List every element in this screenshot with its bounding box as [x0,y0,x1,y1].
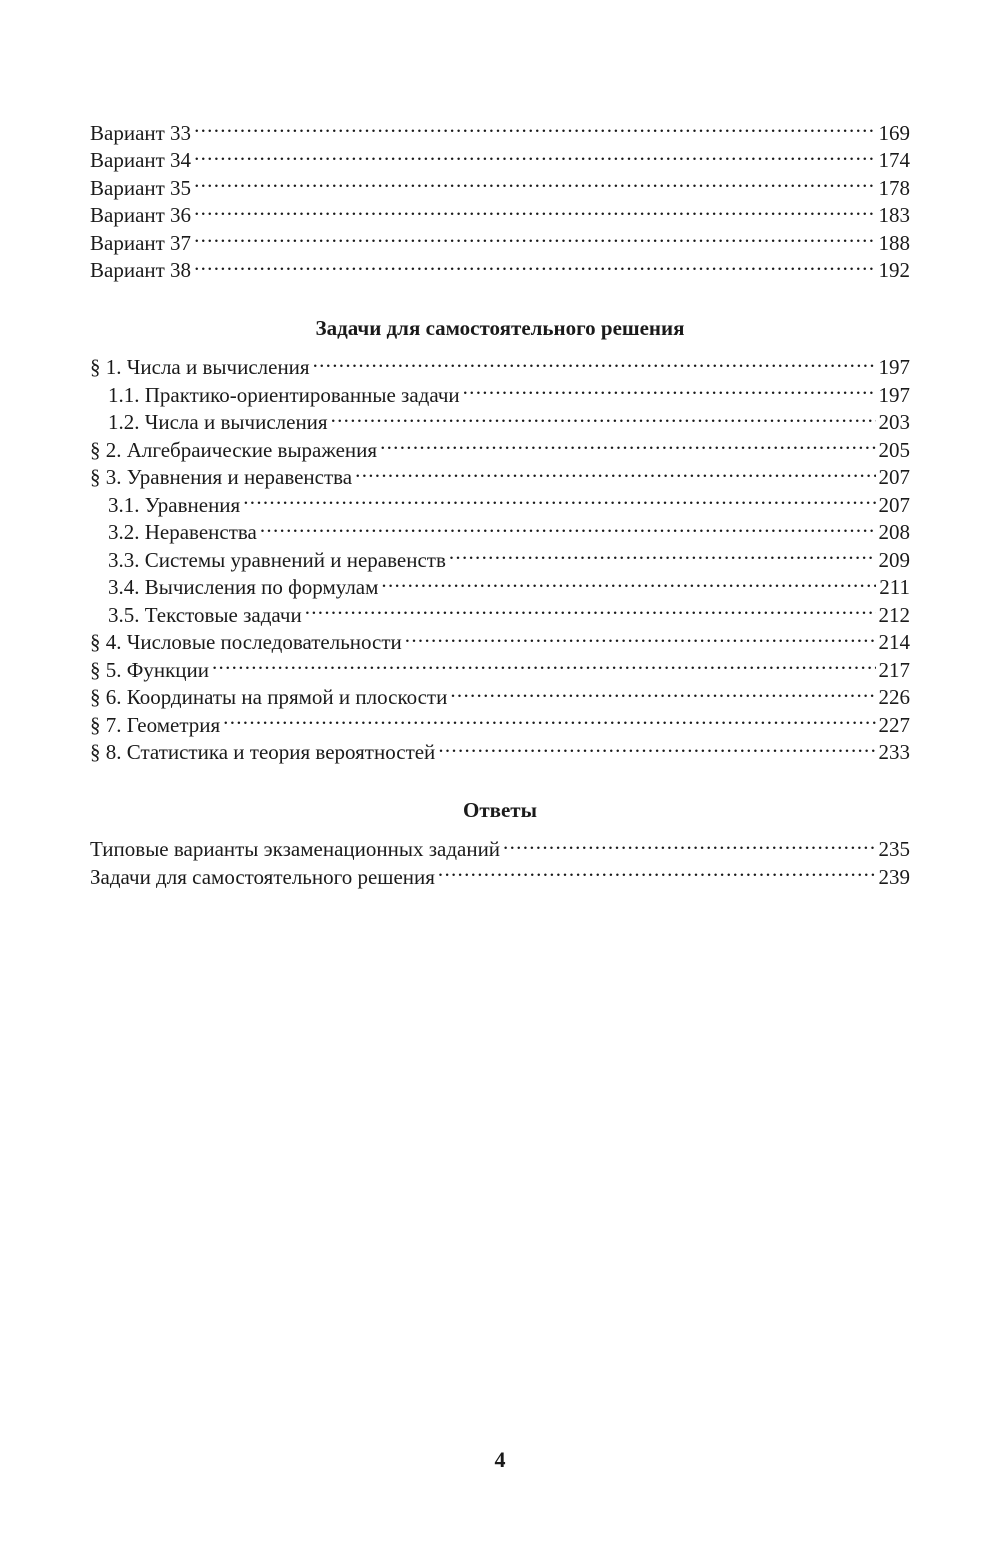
toc-entry-title: Вариант 35 [90,175,192,200]
toc-entry-page: 197 [878,355,910,379]
dot-leader [449,539,876,567]
toc-entry-page: 169 [878,120,910,145]
page-number: 4 [494,1447,506,1472]
dot-leader [405,622,876,650]
toc-entry-title: § 3. Уравнения и неравенства [90,465,353,489]
toc-entry-title: 1.1. Практико-ориентированные задачи [108,382,460,407]
dot-leader [212,649,876,677]
toc-entry-title: § 8. Статистика и теория вероятностей [90,740,436,764]
section-heading-self-study: Задачи для самостоятельного решения [315,316,685,340]
toc-entry[interactable] [90,250,910,282]
dot-leader [194,167,875,195]
toc-entry[interactable] [90,649,910,682]
dot-leader [305,594,876,622]
dot-leader [260,512,876,540]
toc-entry-page: 214 [878,630,910,654]
dot-leader [438,856,876,884]
toc-entry-page: 233 [878,740,910,764]
toc-entry[interactable] [90,140,910,172]
toc-entry-title: Типовые варианты экзаменационных заданий [90,837,501,861]
toc-entry-page: 208 [878,520,910,544]
dot-leader [381,567,876,595]
dot-leader [463,374,876,402]
toc-entry-page: 188 [878,230,910,255]
dot-leader [194,250,875,278]
toc-entry-page: 192 [878,258,910,282]
toc-entry[interactable] [90,829,910,861]
toc-entry-page: 197 [878,382,910,407]
dot-leader [450,677,875,705]
toc-entry[interactable] [90,167,910,200]
dot-leader [438,732,875,760]
answers-list [90,829,910,889]
dot-leader [194,112,875,140]
toc-entry-title: Вариант 38 [90,258,192,282]
toc-entry-title: § 6. Координаты на прямой и плоскости [90,685,448,709]
toc-entry[interactable] [90,195,910,227]
toc-entry-title: 3.1. Уравнения [108,492,241,517]
toc-entry-title: Вариант 37 [90,230,192,255]
toc-entry-page: 217 [878,657,910,682]
dot-leader [313,347,876,375]
toc-entry[interactable] [90,222,910,255]
dot-leader [380,429,875,457]
dot-leader [503,829,875,857]
toc-entry-page: 207 [878,492,910,517]
toc-entry-page: 207 [878,465,910,489]
section-heading-answers: Ответы [462,798,538,822]
dot-leader [243,484,875,512]
toc-entry-title: Задачи для самостоятельного решения [90,864,435,889]
toc-entry[interactable] [90,347,910,379]
toc-entry-page: 226 [878,685,910,709]
toc-entry-page: 203 [878,410,910,434]
toc-entry-page: 211 [879,575,910,599]
toc-entry[interactable] [90,112,910,145]
toc-entry-page: 212 [878,602,910,627]
toc-entry-page: 178 [878,175,910,200]
toc-entry-title: § 5. Функции [90,657,209,682]
toc-entry-page: 239 [878,864,910,889]
dot-leader [194,222,875,250]
toc-entry-title: § 1. Числа и вычисления [90,355,310,379]
dot-leader [194,195,875,223]
dot-leader [194,140,875,168]
toc-entry-page: 205 [878,437,910,462]
toc-entry-page: 174 [878,148,910,172]
toc-entry-title: 3.5. Текстовые задачи [108,602,302,627]
toc-entry-title: 3.2. Неравенства [108,520,257,544]
dot-leader [223,704,875,732]
toc-entry-title: 3.4. Вычисления по формулам [108,575,379,599]
toc-entry-title: § 4. Числовые последовательности [90,630,402,654]
toc-entry-page: 227 [878,712,910,737]
toc-entry-title: 3.3. Системы уравнений и неравенств [108,547,446,572]
toc-entry-page: 235 [878,837,910,861]
toc-entry[interactable] [90,677,910,709]
toc-entry-title: § 7. Геометрия [90,712,221,737]
toc-entry-title: Вариант 33 [90,120,192,145]
toc-entry-title: 1.2. Числа и вычисления [108,410,328,434]
toc-entry-title: Вариант 34 [90,148,192,172]
dot-leader [355,457,875,485]
table-of-contents [90,112,910,889]
toc-entry-title: § 2. Алгебраические выражения [90,437,378,462]
toc-entry-title: Вариант 36 [90,203,192,227]
variants-list [90,112,910,282]
self-study-list [90,347,910,764]
toc-entry-page: 209 [878,547,910,572]
dot-leader [331,402,876,430]
toc-entry-page: 183 [878,203,910,227]
